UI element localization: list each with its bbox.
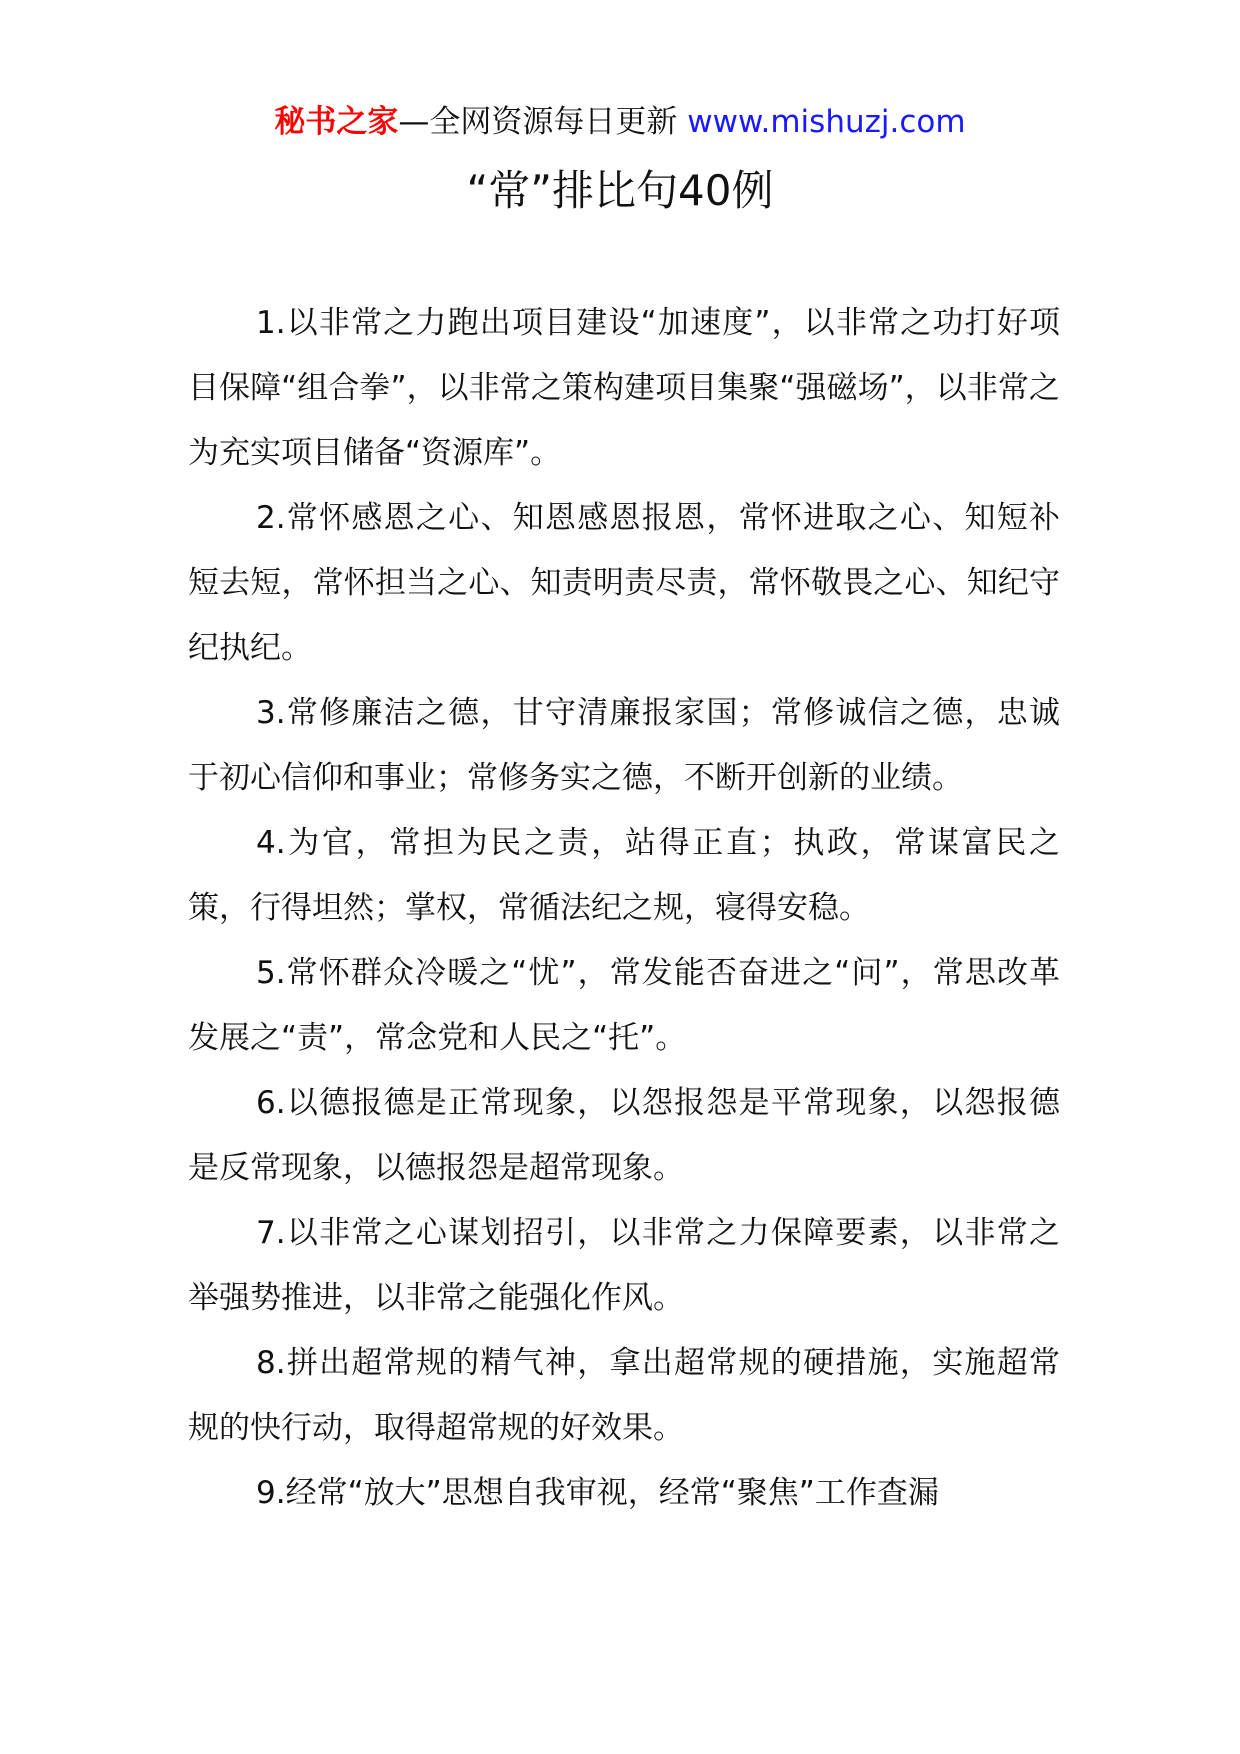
document-title: “常”排比句40例 (466, 166, 774, 215)
paragraph-2: 2.常怀感恩之心、知恩感恩报恩，常怀进取之心、知短补短去短，常怀担当之心、知责明责尽责，常怀敬畏之心、知纪守纪执纪。 (188, 500, 1060, 666)
brand-name: 秘书之家 (274, 104, 399, 140)
site-url-link[interactable]: www.mishuzj.com (687, 104, 966, 140)
site-header (0, 100, 1240, 144)
document-body (188, 291, 1060, 1526)
paragraph-5: 5.常怀群众冷暖之“忧”，常发能否奋进之“问”，常思改革发展之“责”，常念党和人民之“托”。 (188, 955, 1060, 1056)
paragraph-9: 9.经常“放大”思想自我审视，经常“聚焦”工作查漏 (256, 1475, 939, 1511)
paragraph-7: 7.以非常之心谋划招引，以非常之力保障要素，以非常之举强势推进，以非常之能强化作风。 (188, 1215, 1060, 1316)
paragraph-6: 6.以德报德是正常现象，以怨报怨是平常现象，以怨报德是反常现象，以德报怨是超常现象。 (188, 1085, 1060, 1186)
paragraph-1: 1.以非常之力跑出项目建设“加速度”，以非常之功打好项目保障“组合拳”，以非常之策构建项目集聚“强磁场”，以非常之为充实项目储备“资源库”。 (188, 305, 1060, 471)
paragraph-4: 4.为官，常担为民之责，站得正直；执政，常谋富民之策，行得坦然；掌权，常循法纪之规，寝得安稳。 (188, 825, 1060, 926)
paragraph-8: 8.拼出超常规的精气神，拿出超常规的硬措施，实施超常规的快行动，取得超常规的好效果。 (188, 1345, 1060, 1446)
header-tagline: —全网资源每日更新 (398, 104, 688, 140)
paragraph-3: 3.常修廉洁之德，甘守清廉报家国；常修诚信之德，忠诚于初心信仰和事业；常修务实之德，不断开创新的业绩。 (188, 695, 1060, 796)
